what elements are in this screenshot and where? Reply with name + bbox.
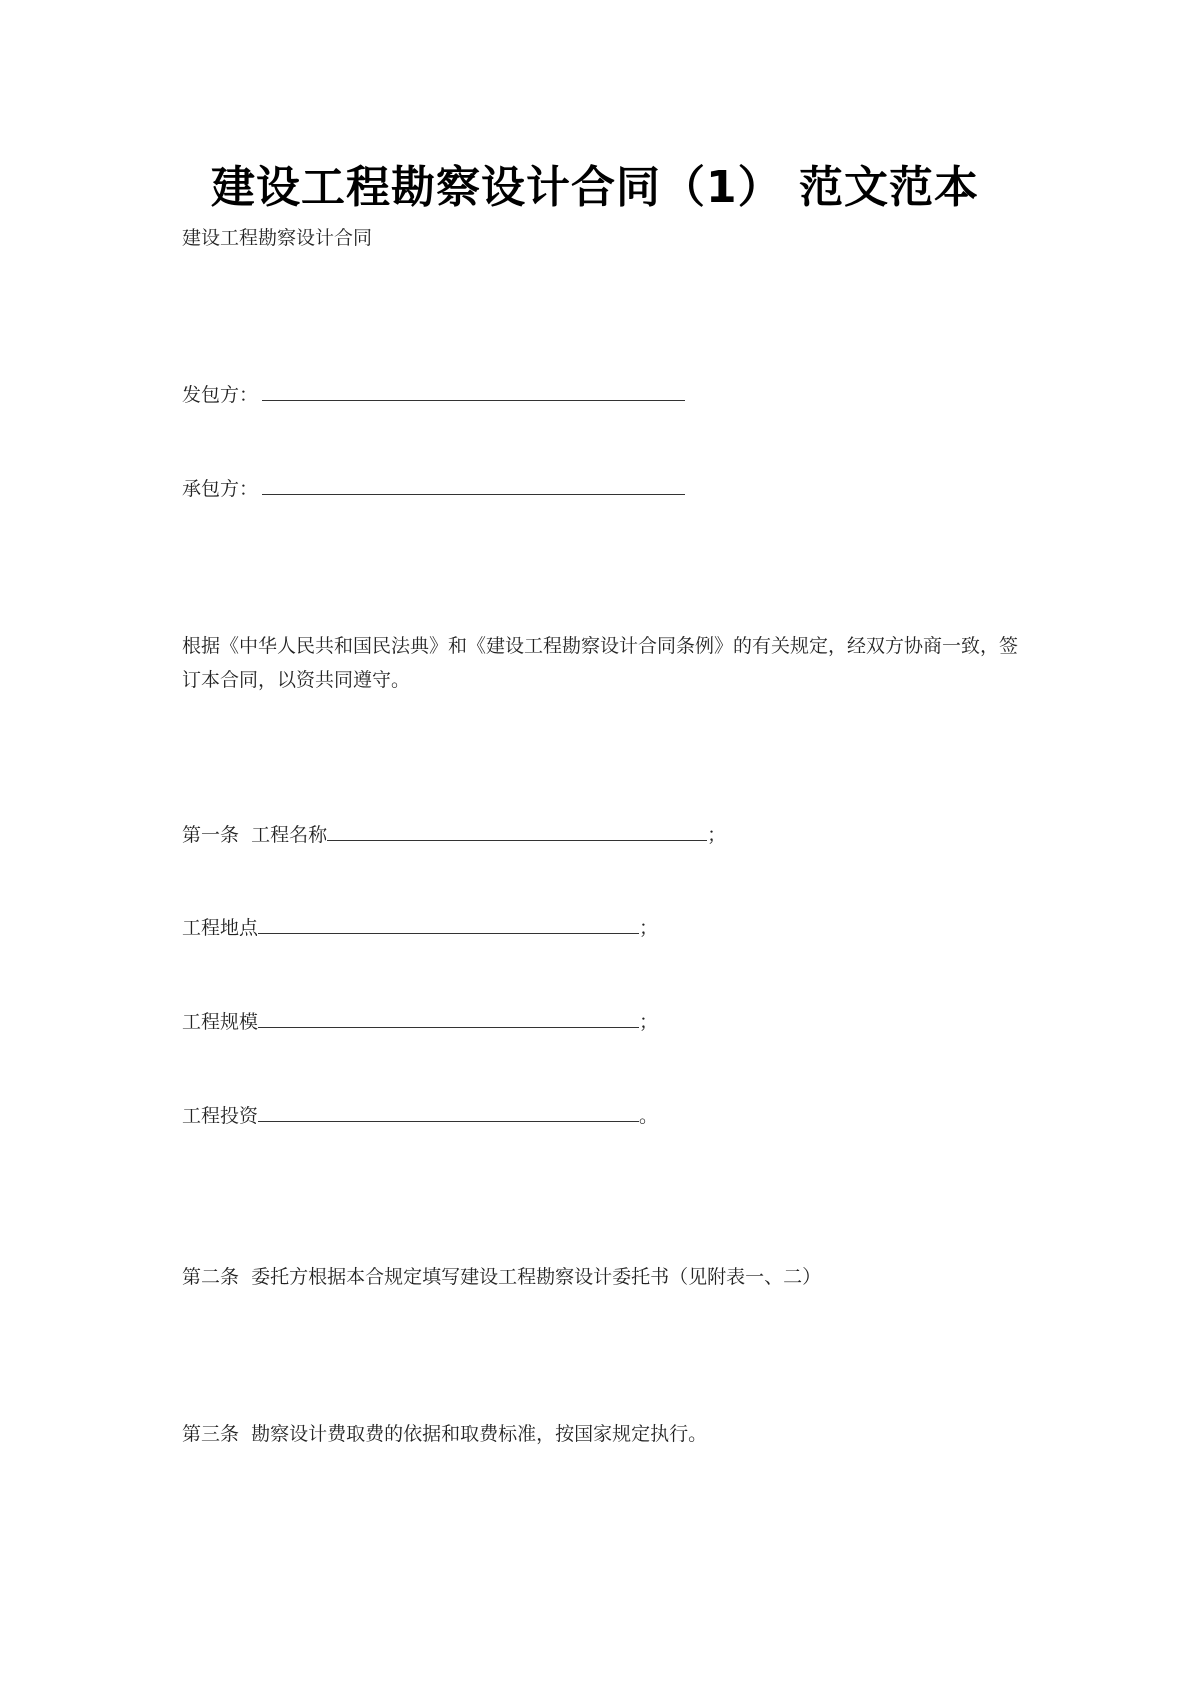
field-label-investment: 工程投资 xyxy=(182,1105,259,1127)
article-3: 第三条 勘察设计费取费的依据和取费标准，按国家规定执行。 xyxy=(182,1423,708,1445)
field-label-scale: 工程规模 xyxy=(182,1011,259,1033)
article-1-row xyxy=(182,823,726,847)
preamble-paragraph: 根据《中华人民共和国民法典》和《建设工程勘察设计合同条例》的有关规定，经双方协商一致，签订本合同，以资共同遵守。 xyxy=(182,635,1019,691)
party-contractor-label: 承包方： xyxy=(182,478,259,500)
party-employer-label: 发包方： xyxy=(182,384,259,406)
field-row-investment xyxy=(182,1104,658,1128)
party-contractor-blank[interactable] xyxy=(262,493,685,495)
field-label-location: 工程地点 xyxy=(182,917,259,939)
party-employer-row xyxy=(182,383,685,407)
field-end-location: ； xyxy=(639,917,659,939)
article-1-heading: 第一条 工程名称 xyxy=(182,824,328,846)
field-end-scale: ； xyxy=(639,1011,659,1033)
party-employer-blank[interactable] xyxy=(262,399,685,401)
field-row-location xyxy=(182,916,658,940)
field-blank-investment[interactable] xyxy=(258,1120,639,1122)
field-end-investment: 。 xyxy=(639,1105,659,1127)
article-1-end: ； xyxy=(707,824,727,846)
field-blank-scale[interactable] xyxy=(258,1026,639,1028)
document-subtitle: 建设工程勘察设计合同 xyxy=(182,227,373,249)
article-2: 第二条 委托方根据本合规定填写建设工程勘察设计委托书（见附表一、二） xyxy=(182,1266,822,1288)
field-row-scale xyxy=(182,1010,658,1034)
field-blank-location[interactable] xyxy=(258,932,639,934)
document-title: 建设工程勘察设计合同（1） 范文范本 xyxy=(211,162,979,213)
party-contractor-row xyxy=(182,477,685,501)
project-name-blank[interactable] xyxy=(327,839,707,841)
